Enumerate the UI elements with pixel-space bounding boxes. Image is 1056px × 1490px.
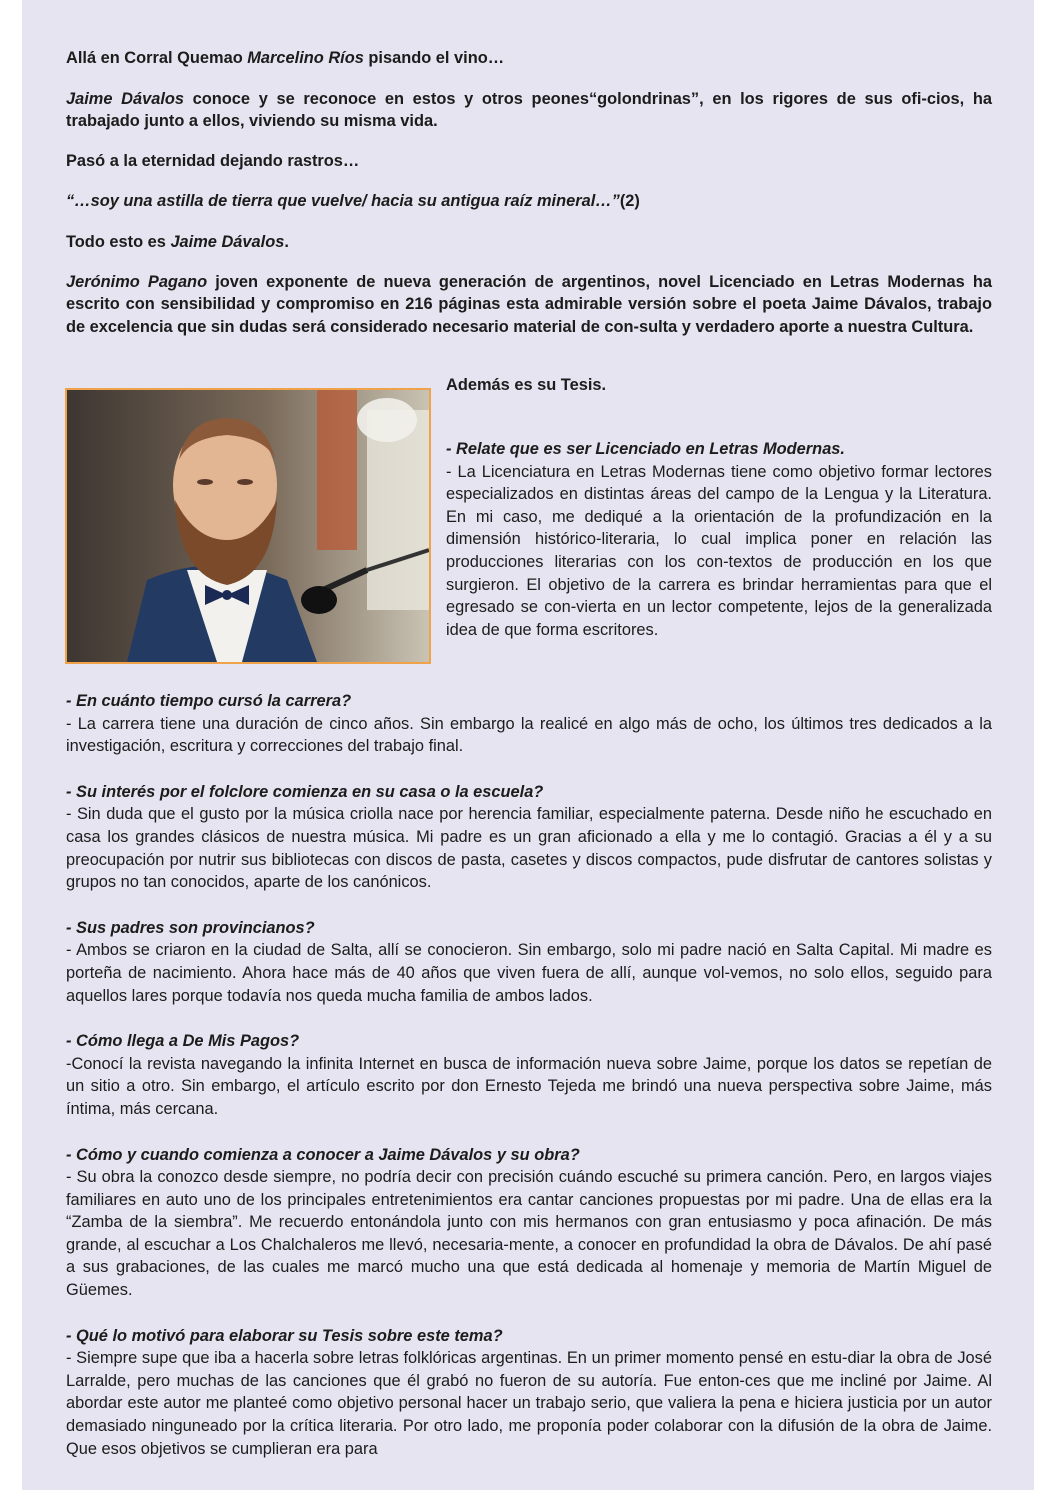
question-5: - Cómo llega a De Mis Pagos? bbox=[66, 1032, 300, 1051]
answer-5: -Conocí la revista navegando la infinita Internet en busca de información nueva sobre Jaime, porque los datos se repetían de un sitio a otro. Sin embargo, el artículo escrito por don Ernesto Tejeda me brindó una nueva perspectiva sobre Jaime, más íntima, más cercana. bbox=[66, 1054, 992, 1118]
qa-item-6 bbox=[66, 1144, 992, 1302]
qa-item-1 bbox=[446, 438, 992, 641]
question-4: - Sus padres son provincianos? bbox=[66, 918, 315, 937]
intro-paragraph: Jerónimo Pagano joven exponente de nueva generación de argentinos, novel Licenciado en Letras Modernas ha escrito con sensibilidad y compromiso en 216 páginas esta admirable versión sobre el poeta Jaime Dávalos, trabajo de excelencia que sin dudas será considerado necesario material de con-sulta y verdadero aporte a nuestra Cultura. bbox=[66, 272, 993, 336]
qa-item-3 bbox=[66, 781, 992, 894]
speaker-illustration bbox=[67, 390, 429, 662]
intro-closing-line: Además es su Tesis. bbox=[446, 376, 607, 394]
intro-line-2: Jaime Dávalos conoce y se reconoce en estos y otros peones“golondrinas”, en los rigores de sus ofi-cios, ha trabajado junto a ellos, viviendo su misma vida. bbox=[66, 89, 992, 131]
qa-list bbox=[66, 690, 992, 1460]
answer-1: - La Licenciatura en Letras Modernas tiene como objetivo formar lectores especializados en distintas áreas del campo de la Lengua y la Literatura. En mi caso, me dediqué a la orientación de la profundización en la dimensión histórico-literaria, lo cual implica poner en relación las producciones literarias con los con-textos de producción en los que surgieron. El objetivo de la carrera es brindar herramientas para que el egresado se con-vierta en un lector competente, lejos de la generalizada idea de que forma escritores. bbox=[446, 462, 992, 639]
question-7: - Qué lo motivó para elaborar su Tesis sobre este tema? bbox=[66, 1326, 503, 1345]
intro-quote: “…soy una astilla de tierra que vuelve/ hacia su antigua raíz mineral…”(2) bbox=[66, 192, 640, 211]
answer-2: - La carrera tiene una duración de cinco años. Sin embargo la realicé en algo más de ocho, los últimos tres dedicados a la investigación, escritura y correcciones del trabajo final. bbox=[66, 714, 992, 756]
question-1: - Relate que es ser Licenciado en Letras Modernas. bbox=[446, 440, 845, 458]
answer-6: - Su obra la conozco desde siempre, no podría decir con precisión cuándo escuché su primera canción. Pero, en largos viajes familiares en auto uno de los principales entretenimientos era cantar canciones propuestas por mi padre. Una de ellas era la “Zamba de la siembra”. Me recuerdo entonándola junto con mis hermanos con gran entusiasmo y poca afinación. De más grande, al escuchar a Los Chalchaleros me llevó, necesaria-mente, a conocer en profundidad la obra de Dávalos. De ahí pasé a sus grabaciones, de las cuales me marcó mucho una que está dedicada al homenaje y memoria de Martín Miguel de Güemes. bbox=[66, 1168, 992, 1300]
intro-line-3: Pasó a la eternidad dejando rastros… bbox=[66, 151, 360, 170]
question-6: - Cómo y cuando comienza a conocer a Jaime Dávalos y su obra? bbox=[66, 1145, 580, 1164]
question-2: - En cuánto tiempo cursó la carrera? bbox=[66, 692, 352, 710]
answer-7: - Siempre supe que iba a hacerla sobre letras folklóricas argentinas. En un primer momento pensé en estu-diar la obra de José Larralde, pero muchas de las canciones que él grabó no fueron de su autoría. Fue enton-ces que me incliné por Jaime. Al abordar este autor me planteé como objetivo personal hacer un trabajo serio, que valiera la pena e hiciera justicia por un autor demasiado ninguneado por la crítica literaria. Por otro lado, me proponía poder colaborar con la difusión de la obra de Jaime. Que esos objetivos se cumplieran era para bbox=[66, 1349, 992, 1458]
qa-item-2 bbox=[66, 690, 992, 758]
qa-item-4 bbox=[66, 917, 992, 1007]
answer-4: - Ambos se criaron en la ciudad de Salta, allí se conocieron. Sin embargo, solo mi padre nació en Salta Capital. Mi madre es porteña de nacimiento. Ahora hace más de 40 años que viven fuera de allí, aunque vol-vemos, no solo ellos, seguido para aquellos lares porque todavía nos queda mucha familia de ambos lados. bbox=[66, 941, 992, 1005]
question-3: - Su interés por el folclore comienza en su casa o la escuela? bbox=[66, 782, 544, 801]
qa-item-5 bbox=[66, 1030, 992, 1120]
intro-line-5: Todo esto es Jaime Dávalos. bbox=[66, 232, 289, 251]
interviewee-photo bbox=[65, 388, 431, 664]
intro-line-1: Allá en Corral Quemao Marcelino Ríos pisando el vino… bbox=[66, 49, 505, 67]
magazine-page bbox=[22, 0, 1034, 1490]
answer-3: - Sin duda que el gusto por la música criolla nace por herencia familiar, especialmente paterna. Desde niño he escuchado en casa los grandes clásicos de nuestra música. Mi padre es un gran aficionado a ella y me lo contagió. Gracias a él y a su preocupación por nutrir sus bibliotecas con discos de pasta, casetes y discos compactos, pude disfrutar de cantores solistas y grupos no tan conocidos, aparte de los canónicos. bbox=[66, 805, 992, 892]
article-intro bbox=[66, 47, 992, 338]
qa-item-7 bbox=[66, 1325, 992, 1461]
